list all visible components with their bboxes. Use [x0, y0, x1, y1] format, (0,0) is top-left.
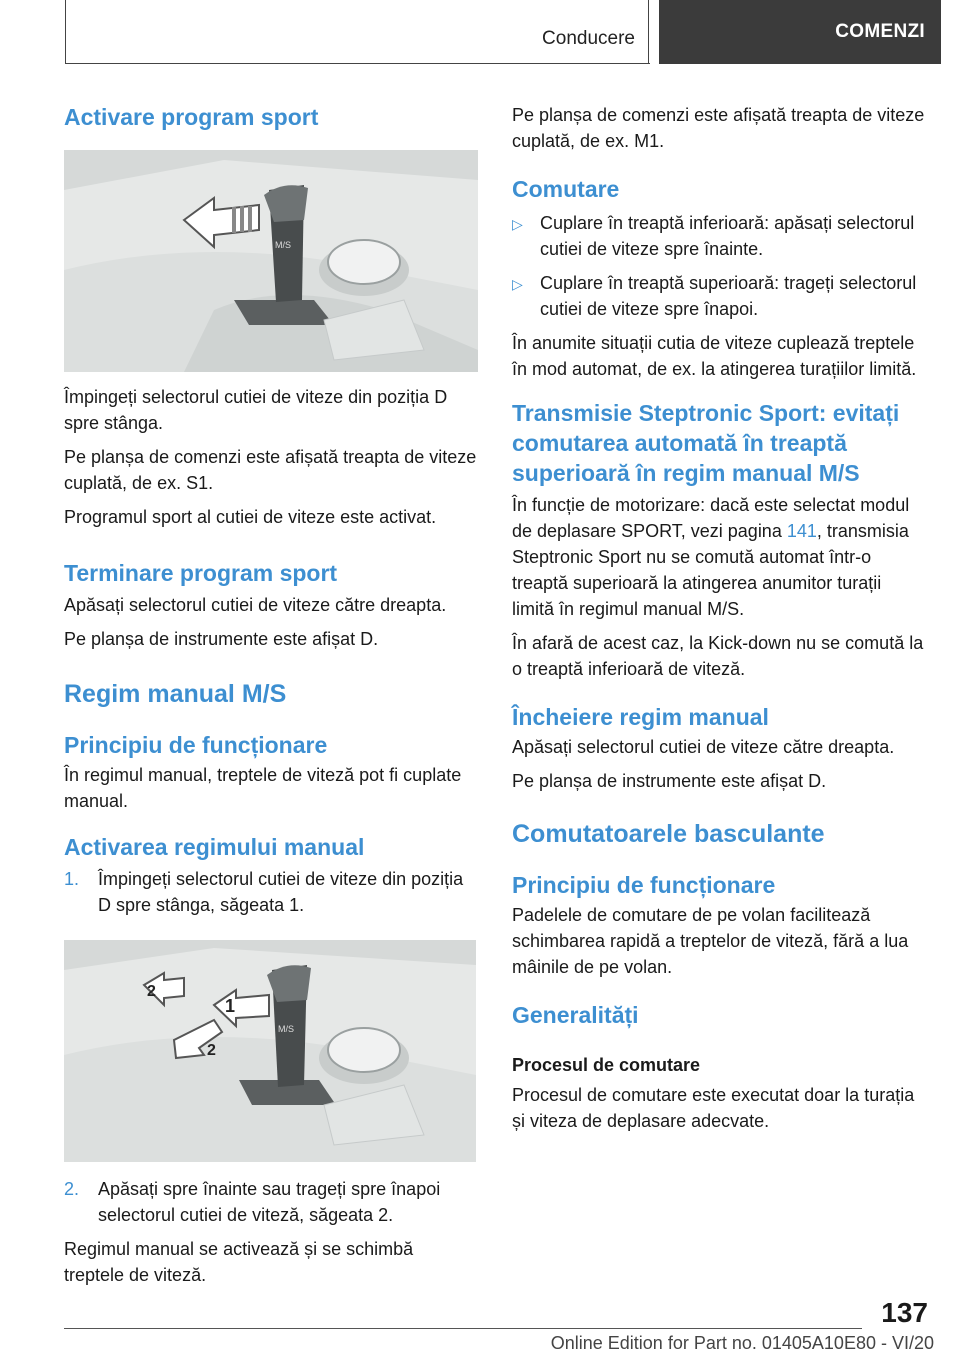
paragraph: Procesul de comutare este executat doar la turația și viteza de deplasare adecvate.: [512, 1085, 915, 1131]
heading-generalitati: Generalități: [512, 1002, 639, 1028]
step-text: Împingeți selectorul cutiei de viteze din poziția D spre stânga, săgeata 1.: [98, 869, 464, 915]
header-chapter-tab: [659, 0, 941, 64]
footer-edition: Online Edition for Part no. 01405A10E80 - VI/20: [550, 1333, 934, 1353]
heading-transmisie-steptronic-sport: Transmisie Steptronic Sport: evitați comutarea automată în treaptă superioară în regim manual M/S: [512, 400, 900, 486]
heading-activarea-regimului-manual: Activarea regimului manual: [64, 834, 365, 860]
bullet-triangle-icon: ▷: [512, 276, 523, 292]
heading-terminare-program-sport: Terminare program sport: [64, 560, 338, 586]
heading-incheiere-regim-manual: Încheiere regim manual: [512, 704, 769, 730]
header-rule-left: [65, 0, 66, 64]
paragraph: În anumite situații cutia de viteze cuplează treptele în mod automat, de ex. la atingerea turațiilor limită.: [512, 333, 917, 379]
gear-selector-illustration: [64, 150, 478, 372]
paragraph-text: În funcție de motorizare: dacă este selectat modul de deplasare SPORT, vezi pagina: [512, 495, 910, 541]
heading-principiu-de-functionare: Principiu de funcționare: [64, 732, 328, 758]
heading-procesul-de-comutare: Procesul de comutare: [512, 1055, 701, 1075]
page-link-141[interactable]: 141: [786, 521, 817, 541]
paragraph: [512, 492, 926, 622]
figure-gear-selector-manual: [64, 940, 476, 1162]
heading-comutatoarele-basculante: Comutatoarele basculante: [512, 820, 825, 848]
paragraph: Împingeți selectorul cutiei de viteze din poziția D spre stânga.: [64, 387, 448, 433]
paragraph: Apăsați selectorul cutiei de viteze către dreapta.: [64, 595, 447, 615]
paragraph: Pe planșa de instrumente este afișat D.: [512, 771, 827, 791]
heading-principiu-de-functionare-2: Principiu de funcționare: [512, 872, 776, 898]
svg-text:M/S: M/S: [275, 240, 292, 250]
list-item-text: Cuplare în treaptă inferioară: apăsați selectorul cutiei de viteze spre înainte.: [540, 213, 915, 259]
paragraph: În afară de acest caz, la Kick-down nu se comută la o treaptă inferioară de viteză.: [512, 633, 924, 679]
arrow-1-label: 1: [225, 996, 236, 1016]
list-item: [512, 210, 926, 262]
header-section-title: Conducere: [542, 28, 635, 49]
footer-rule: [64, 1328, 862, 1329]
figure-gear-selector-sport: [64, 150, 478, 372]
step-text: Apăsați spre înainte sau trageți spre înapoi selectorul cutiei de viteză, săgeata 2.: [98, 1179, 441, 1225]
gear-selector-manual-illustration: [64, 940, 476, 1162]
heading-comutare: Comutare: [512, 176, 620, 202]
paragraph: Pe planșa de instrumente este afișat D.: [64, 629, 379, 649]
list-item: [512, 270, 926, 322]
heading-activare-program-sport: Activare program sport: [64, 104, 319, 130]
list-item-text: Cuplare în treaptă superioară: trageți selectorul cutiei de viteze spre înapoi.: [540, 273, 917, 319]
paragraph: Padelele de comutare de pe volan facilitează schimbarea rapidă a treptelor de viteză, fără a lua mâinile de pe volan.: [512, 905, 909, 977]
right-column: [512, 96, 926, 1134]
paragraph: Pe planșa de comenzi este afișată treapta de viteze cuplată, de ex. M1.: [512, 105, 925, 151]
left-column: [64, 96, 478, 1288]
paragraph: Regimul manual se activează și se schimbă treptele de viteză.: [64, 1239, 414, 1285]
step-1: [64, 866, 478, 918]
arrow-2-label-bottom: 2: [207, 1042, 216, 1059]
paragraph: Apăsați selectorul cutiei de viteze către dreapta.: [512, 737, 895, 757]
step-2: [64, 1176, 478, 1228]
step-number: 2.: [64, 1179, 80, 1199]
svg-text:M/S: M/S: [278, 1024, 295, 1034]
paragraph-text: , transmisia Steptronic Sport nu se comută automat într-o treaptă superioară la atingerea anumitor turații limită în regimul manual M/S.: [512, 521, 909, 619]
paragraph: Pe planșa de comenzi este afișată treapta de viteze cuplată, de ex. S1.: [64, 447, 477, 493]
header-rule-bottom: [65, 63, 650, 64]
heading-regim-manual: Regim manual M/S: [64, 680, 287, 708]
arrow-2-label-top: 2: [147, 983, 156, 1000]
bullet-triangle-icon: ▷: [512, 216, 523, 232]
page-number: 137: [881, 1297, 928, 1328]
step-number: 1.: [64, 869, 80, 889]
paragraph: În regimul manual, treptele de viteză pot fi cuplate manual.: [64, 765, 462, 811]
paragraph: Programul sport al cutiei de viteze este activat.: [64, 507, 437, 527]
chapter-label: COMENZI: [835, 21, 925, 42]
header-rule-mid: [648, 0, 649, 64]
